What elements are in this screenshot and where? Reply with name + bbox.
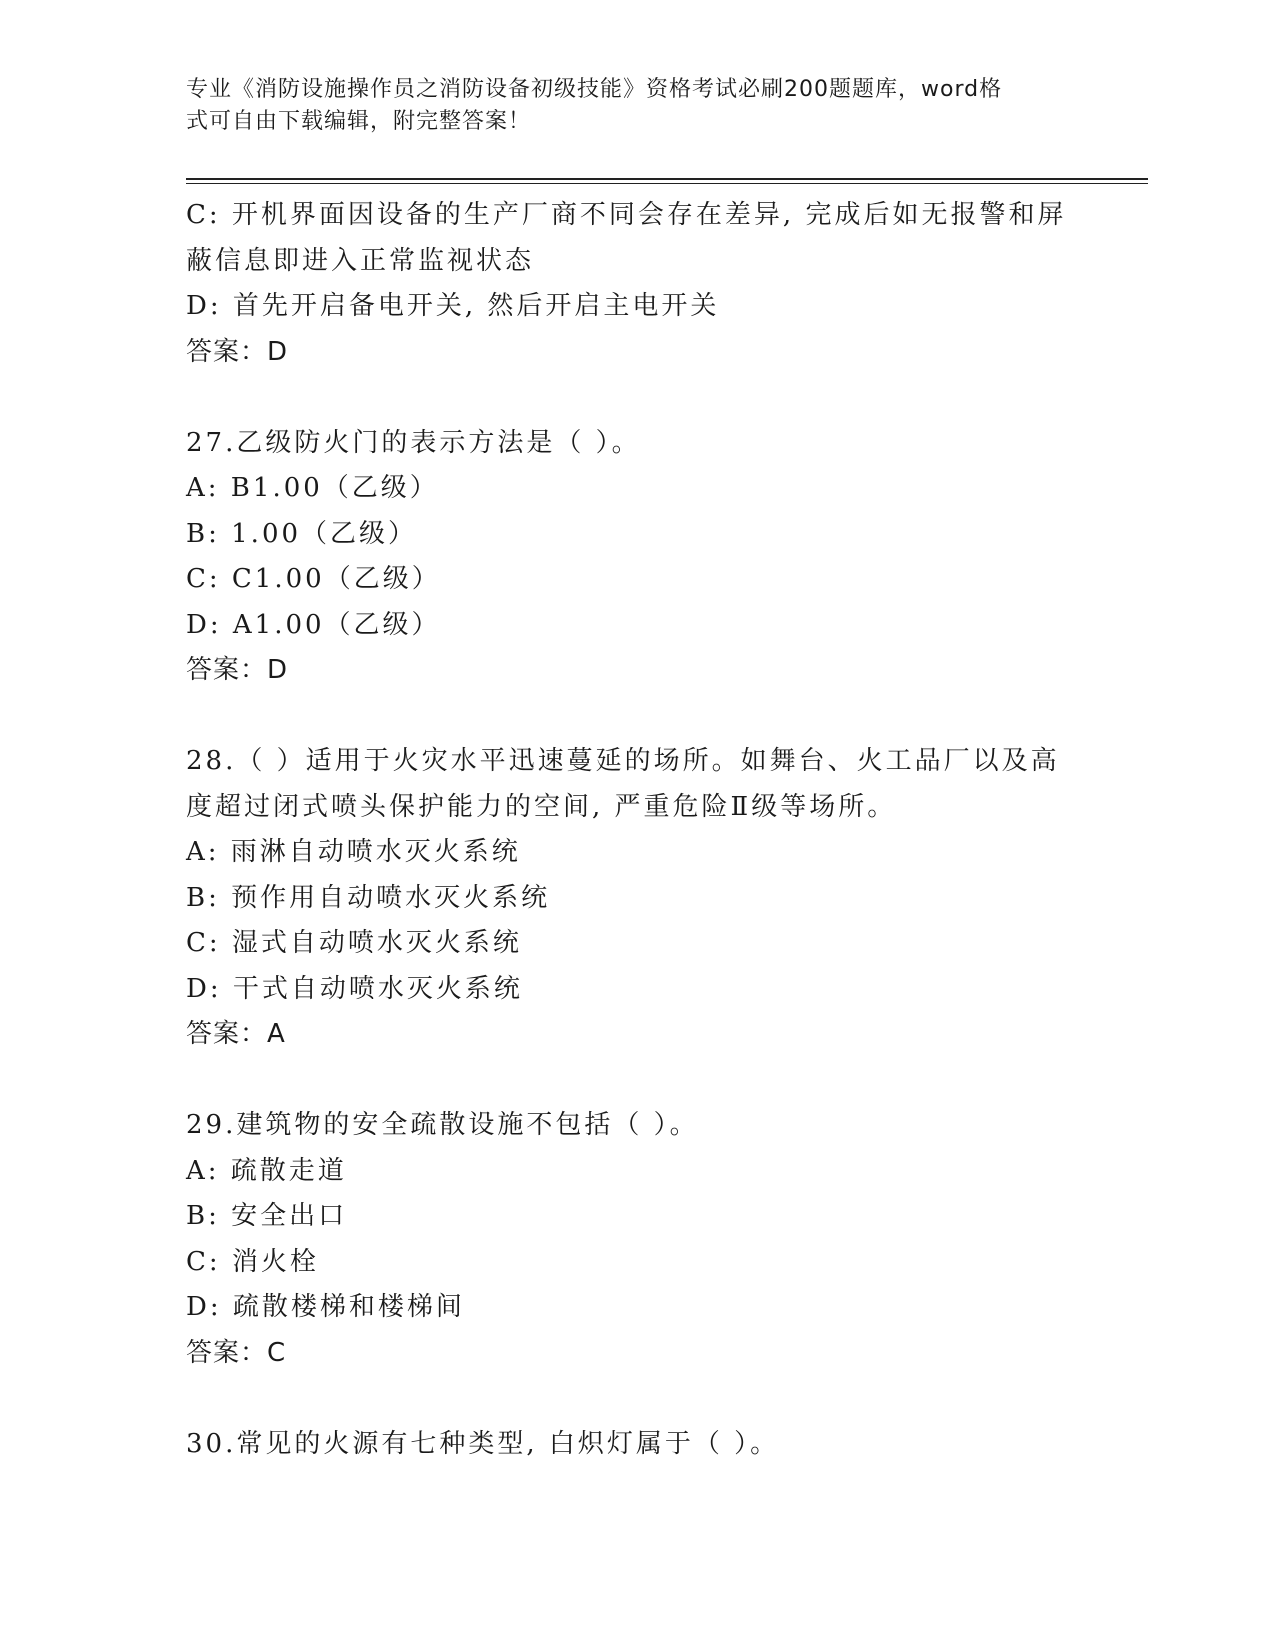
document-body — [186, 193, 1086, 1467]
question-stem: 27.乙级防火门的表示方法是（ ）。 — [186, 427, 641, 458]
option-c: C: 消火栓 — [186, 1246, 319, 1277]
spacer — [186, 375, 1086, 421]
option-c: C: C1.00（乙级） — [186, 564, 441, 594]
header-line-1: 专业《消防设施操作员之消防设备初级技能》资格考试必刷200题题库，word格 — [186, 77, 1003, 102]
answer-line: 答案：C — [186, 1337, 287, 1368]
option-c-line-1: C: 开机界面因设备的生产厂商不同会存在差异, 完成后如无报警和屏 — [186, 200, 1067, 230]
option-a: A: B1.00（乙级） — [186, 473, 439, 503]
spacer — [186, 1376, 1086, 1422]
option-c-line-2: 蔽信息即进入正常监视状态 — [186, 245, 535, 276]
option-b: B: 预作用自动喷水灭火系统 — [186, 882, 551, 913]
option-d: D: 疏散楼梯和楼梯间 — [186, 1292, 465, 1322]
spacer — [186, 1058, 1086, 1104]
spacer — [186, 694, 1086, 740]
header-divider — [186, 178, 1148, 180]
question-29 — [186, 1103, 1086, 1376]
option-d: D: 首先开启备电开关, 然后开启主电开关 — [186, 291, 720, 321]
question-27 — [186, 421, 1086, 694]
option-b: B: 1.00（乙级） — [186, 518, 418, 549]
header-line-2: 式可自由下载编辑，附完整答案！ — [186, 109, 532, 134]
question-30 — [186, 1422, 1086, 1468]
option-a: A: 雨淋自动喷水灭火系统 — [186, 837, 521, 867]
answer-line: 答案：D — [186, 655, 289, 685]
option-d: D: A1.00（乙级） — [186, 609, 441, 640]
question-stem-line-1: 28.（ ）适用于火灾水平迅速蔓延的场所。如舞台、火工品厂以及高 — [186, 746, 1060, 776]
option-c: C: 湿式自动喷水灭火系统 — [186, 928, 522, 958]
question-28 — [186, 739, 1086, 1058]
answer-line: 答案：D — [186, 336, 289, 367]
header-divider-thin — [186, 183, 1148, 184]
document-header — [186, 74, 1066, 138]
question-stem: 29.建筑物的安全疏散设施不包括（ ）。 — [186, 1110, 699, 1140]
question-stem-line-2: 度超过闭式喷头保护能力的空间, 严重危险Ⅱ级等场所。 — [186, 791, 897, 822]
answer-line: 答案：A — [186, 1019, 286, 1049]
option-a: A: 疏散走道 — [186, 1155, 347, 1186]
question-stem: 30.常见的火源有七种类型, 白炽灯属于（ ）。 — [186, 1428, 780, 1459]
option-b: B: 安全出口 — [186, 1201, 348, 1231]
question-26-remainder — [186, 193, 1086, 375]
option-d: D: 干式自动喷水灭火系统 — [186, 973, 523, 1004]
